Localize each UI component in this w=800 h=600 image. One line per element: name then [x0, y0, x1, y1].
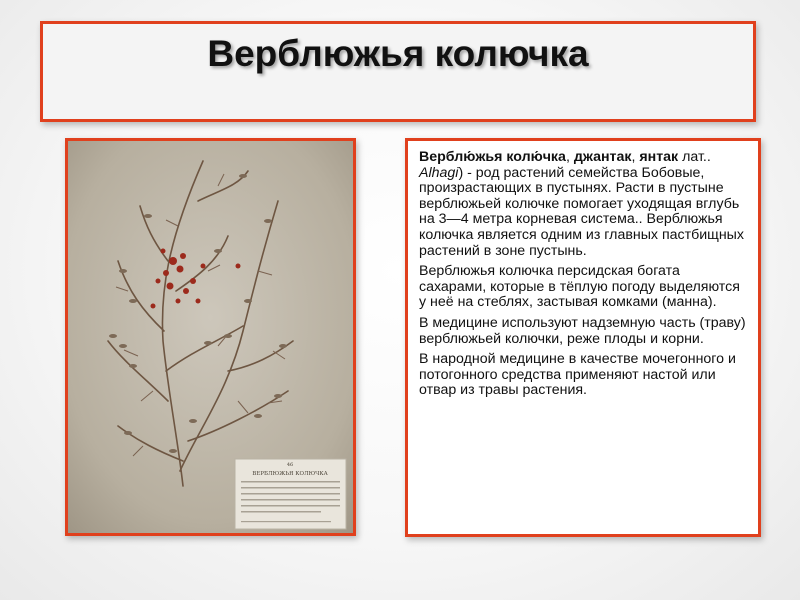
paragraph-definition: [419, 150, 747, 259]
title-box: [40, 21, 756, 122]
alt-name-1: джантак: [573, 149, 632, 165]
description-box: [405, 138, 761, 537]
separator: ,: [631, 149, 640, 165]
herbarium-label-title: ВЕРБЛЮЖЬЯ КОЛЮЧКА: [252, 471, 328, 477]
paragraph-medicine: В медицине используют надземную часть (траву) верблюжьей колючки, реже плоды и корни.: [419, 314, 746, 347]
definition-rest: ) - род растений семейства Бобовые, произрастающих в пустынях. Расти в пустыне верблюжьей колючке помогает уходящая вглубь на 3—4 метра корневая система.. Верблюжья колючка является одним из главных пастбищных растений в зоне пустынь.: [419, 164, 744, 259]
herbarium-plant-image: [68, 141, 353, 533]
separator: ,: [565, 149, 574, 165]
plant-name: Верблю́жья колю́чка: [419, 149, 566, 165]
herbarium-photo-frame: [65, 138, 356, 536]
latin-name: Alhagi: [419, 164, 459, 181]
latin-prefix: лат..: [678, 149, 711, 165]
paragraph-sugars: Верблюжья колючка персидская богата сахарами, которые в тёплую погоду выделяются у неё на стеблях, застывая комками (манна).: [419, 263, 740, 311]
herbarium-label-number: 46: [286, 462, 294, 468]
description-text: [419, 150, 747, 404]
slide-title: Верблюжья колючка: [207, 33, 589, 74]
alt-name-2: янтак: [639, 149, 679, 165]
paragraph-folk-medicine: В народной медицине в качестве мочегонного и потогонного средства применяют настой или отвар из травы растения.: [419, 351, 736, 399]
